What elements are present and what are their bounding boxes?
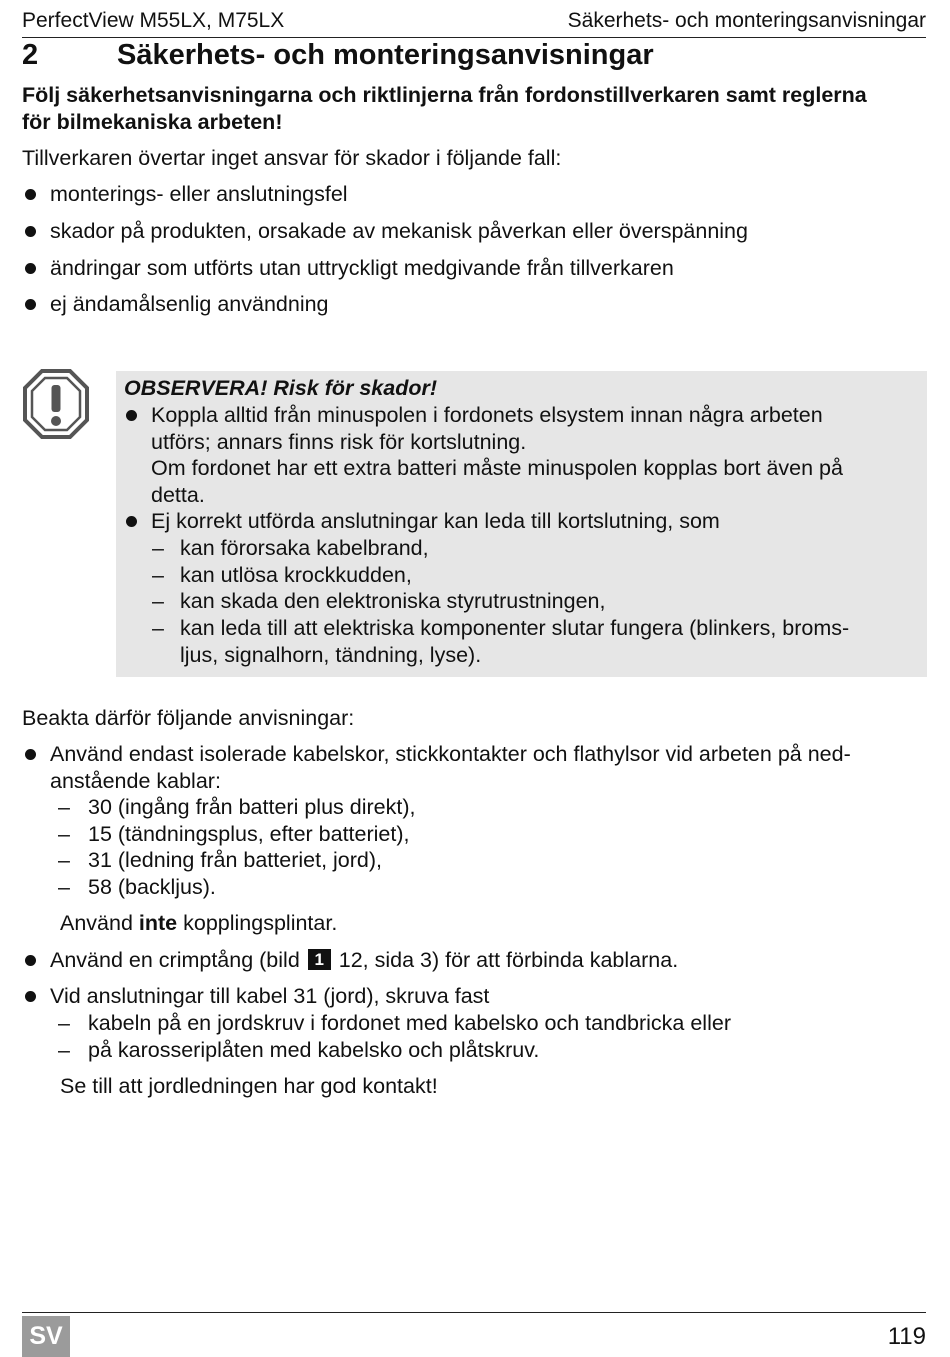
section-heading: Säkerhets- och monteringsanvisningar: [117, 39, 654, 71]
bullet-icon: [25, 955, 36, 966]
warning-exclamation-octagon-icon: [22, 368, 90, 440]
list-item: ändringar som utförts utan uttryckligt medgivande från tillverkaren: [22, 255, 674, 282]
bullet-icon: [25, 991, 36, 1002]
intro-bold-line-2: för bilmekaniska arbeten!: [22, 110, 283, 134]
bullet-icon: [25, 263, 36, 274]
bullet-icon: [25, 189, 36, 200]
product-name: PerfectView M55LX, M75LX: [22, 8, 285, 32]
notice-item-cont: detta.: [151, 483, 205, 507]
intro-bold-line-1: Följ säkerhetsanvisningarna och riktlinjerna från fordonstillverkaren samt reglerna: [22, 83, 867, 107]
list-item: Vid anslutningar till kabel 31 (jord), skruva fast: [22, 983, 489, 1010]
cable-item: – 58 (backljus).: [58, 875, 216, 899]
figure-reference-badge: 1: [308, 949, 331, 970]
footer-divider: [22, 1312, 926, 1313]
cable-item: – 30 (ingång från batteri plus direkt),: [58, 795, 416, 819]
cable-item: – 31 (ledning från batteriet, jord),: [58, 848, 382, 872]
bullet-icon: [126, 410, 137, 421]
ground-contact-note: Se till att jordledningen har god kontakt!: [60, 1074, 438, 1098]
no-terminal-note: Använd inte kopplingsplintar.: [60, 911, 338, 935]
list-item: monterings- eller anslutningsfel: [22, 181, 348, 208]
bullet-icon: [126, 516, 137, 527]
bullet-icon: [25, 299, 36, 310]
notice-item-cont: Om fordonet har ett extra batteri måste minuspolen kopplas bort även på: [151, 456, 843, 480]
liability-text: Tillverkaren övertar inget ansvar för skador i följande fall:: [22, 146, 562, 170]
notice-item: Koppla alltid från minuspolen i fordonets elsystem innan några arbeten: [124, 402, 823, 429]
list-item-cont: anstående kablar:: [50, 769, 221, 793]
cable-item: – 15 (tändningsplus, efter batteriet),: [58, 822, 410, 846]
running-header: [22, 4, 926, 38]
ground-option: – kabeln på en jordskruv i fordonet med kabelsko och tandbricka eller: [58, 1011, 731, 1035]
bullet-icon: [25, 749, 36, 760]
consequence-item: – kan förorsaka kabelbrand,: [152, 536, 429, 560]
list-item: Använd en crimptång (bild 1 12, sida 3) för att förbinda kablarna.: [22, 947, 678, 974]
consequence-item: – kan utlösa krockkudden,: [152, 563, 412, 587]
consequence-item: – kan leda till att elektriska komponenter slutar fungera (blinkers, broms-: [152, 616, 850, 640]
bullet-icon: [25, 226, 36, 237]
consequence-item: – kan skada den elektroniska styrutrustningen,: [152, 589, 606, 613]
header-section: Säkerhets- och monteringsanvisningar: [567, 8, 926, 32]
page-number: 119: [887, 1323, 926, 1350]
list-item: skador på produkten, orsakade av mekanisk påverkan eller överspänning: [22, 218, 748, 245]
list-item: ej ändamålsenlig användning: [22, 291, 329, 318]
notice-title: OBSERVERA! Risk för skador!: [124, 376, 438, 400]
section-title: [22, 39, 654, 72]
language-tab: SV: [22, 1316, 70, 1357]
notice-item-cont: utförs; annars finns risk för kortslutning.: [151, 430, 527, 454]
notice-item: Ej korrekt utförda anslutningar kan leda till kortslutning, som: [124, 508, 720, 535]
consequence-item-cont: ljus, signalhorn, tändning, lyse).: [180, 643, 482, 667]
ground-option: – på karosseriplåten med kabelsko och plåtskruv.: [58, 1038, 540, 1062]
instructions-lead: Beakta därför följande anvisningar:: [22, 706, 355, 730]
list-item: Använd endast isolerade kabelskor, stickkontakter och flathylsor vid arbeten på ned-: [22, 741, 851, 768]
section-number: 2: [22, 39, 39, 71]
